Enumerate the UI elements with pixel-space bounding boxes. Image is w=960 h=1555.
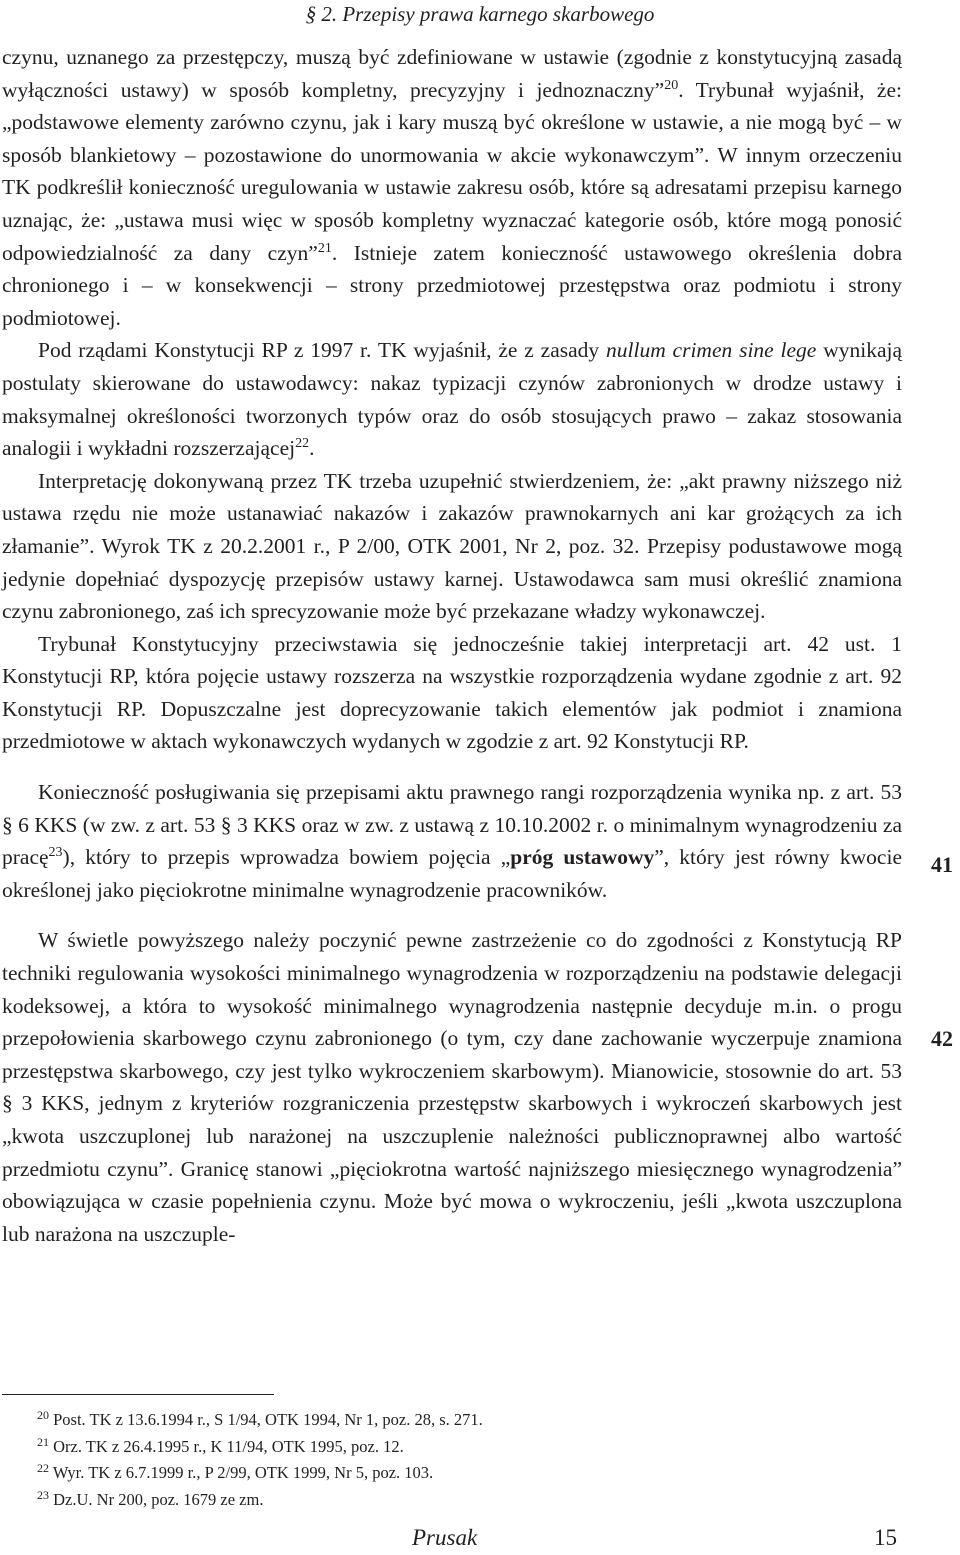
- header-title: § 2. Przepisy prawa karnego skarbowego: [305, 2, 655, 26]
- text-run: W świetle powyższego należy poczynić pewne zastrzeżenie co do zgodności z Konstytucją RP techniki regulowania wysokości minimalnego wynagrodzenia w rozporządzeniu na podstawie delegacji kodeksowej, a która to wysokość minimalnego wynagrodzenia następnie decyduje m.in. o progu przepołowienia skarbowego czynu zabronionego (o tym, czy dane zachowanie wyczerpuje znamiona przestępstwa skarbowego, czy jest tylko wykroczeniem skarbowym). Mianowicie, stosownie do art. 53 § 3 KKS, jednym z kryteriów rozgraniczenia przestępstw skarbowych i wykroczeń skarbowych jest „kwota uszczuplonej lub narażonej na uszczuplenie należności publicznoprawnej albo wartość przedmiotu czynu”. Granicę stanowi „pięciokrotna wartość najniższego miesięcznego wynagrodzenia” obowiązująca w czasie popełnienia czynu. Może być mowa o wykroczeniu, jeśli „kwota uszczuplona lub narażona na uszczuple-: [2, 928, 902, 1246]
- paragraph: [2, 465, 902, 628]
- footnote-number: 20: [37, 1408, 49, 1422]
- running-header: [0, 2, 960, 27]
- footnote-divider: [2, 1394, 274, 1395]
- footnote-ref: 20: [664, 77, 679, 93]
- footer-author: Prusak: [412, 1525, 478, 1550]
- paragraph: [2, 41, 902, 334]
- text-run: . Trybunał wyjaśnił, że: „podstawowe elementy zarówno czynu, jak i kary muszą być określone w ustawie, a nie mogą być – w sposób blankietowy – pozostawione do unormowania w akcie wykonawczym”. W innym orzeczeniu TK podkreślił konieczność uregulowania w ustawie zakresu osób, które są adresatami przepisu karnego uznając, że: „ustawa musi więc w sposób kompletny wyznaczać kategorie osób, które mogą ponosić odpowiedzialność za dany czyn”: [2, 77, 902, 265]
- footnote-text: Dz.U. Nr 200, poz. 1679 ze zm.: [53, 1489, 264, 1509]
- main-text: [2, 41, 902, 1250]
- footnote-text: Wyr. TK z 6.7.1999 r., P 2/99, OTK 1999, Nr 5, poz. 103.: [52, 1463, 434, 1482]
- text-run: Interpretację dokonywaną przez TK trzeba uzupełnić stwierdzeniem, że: „akt prawny niższego niż ustawa rzędu nie może ustanawiać nakazów i zakazów prawnokarnych ani kar grożących za ich złamanie”. Wyrok TK z 20.2.2001 r., P 2/00, OTK 2001, Nr 2, poz. 32. Przepisy podustawowe mogą jedynie dopełniać dyspozycję przepisów ustawy karnej. Ustawodawca sam musi określić znamiona czynu zabronionego, zaś ich sprecyzowanie może być przekazane władzy wykonawczej.: [2, 468, 902, 624]
- margin-number-42: 42: [931, 1026, 953, 1051]
- italic-phrase: nullum crimen sine lege: [606, 338, 817, 363]
- footnote-ref: 21: [317, 240, 332, 256]
- page-number: 15: [874, 1525, 897, 1550]
- footnote-number: 22: [37, 1461, 49, 1475]
- footnote: [37, 1434, 483, 1461]
- margin-number-41: 41: [931, 852, 953, 877]
- paragraph: [2, 334, 902, 464]
- footnote-text: Orz. TK z 26.4.1995 r., K 11/94, OTK 1995, poz. 12.: [53, 1436, 404, 1456]
- footnote: [37, 1460, 483, 1487]
- bold-term: próg ustawowy: [510, 845, 655, 870]
- text-run: .: [309, 436, 315, 461]
- footnote-text: Post. TK z 13.6.1994 r., S 1/94, OTK 1994, Nr 1, poz. 28, s. 271.: [53, 1410, 483, 1429]
- text-run: Trybunał Konstytucyjny przeciwstawia się jednocześnie takiej interpretacji art. 42 ust. 1 Konstytucji RP, która pojęcie ustawy rozszerza na wszystkie rozporządzenia wydane zgodnie z art. 92 Konstytucji RP. Dopuszczalne jest doprecyzowanie takich elementów jak podmiot i znamiona przedmiotowe w aktach wykonawczych wydanych w zgodzie z art. 92 Konstytucji RP.: [2, 631, 902, 754]
- footnotes: [37, 1407, 483, 1513]
- text-run: czynu, uznanego za przestępczy, muszą być zdefiniowane w ustawie (zgodnie z konstytucyjną zasadą wyłączności ustawy) w sposób kompletny, precyzyjny i jednoznaczny”: [2, 45, 902, 102]
- paragraph: [2, 628, 902, 758]
- text-run: Konieczność posługiwania się przepisami aktu prawnego rangi rozporządzenia wynika np. z art. 53 § 6 KKS (w zw. z art. 53 § 3 KKS oraz w zw. z ustawą z 10.10.2002 r. o minimalnym wynagrodzeniu za pracę: [2, 780, 902, 870]
- footnote-ref: 23: [48, 845, 63, 861]
- text-run: . Istnieje zatem konieczność ustawowego określenia dobra chronionego i – w konsekwencji – strony przedmiotowej przestępstwa oraz podmiotu i strony podmiotowej.: [2, 240, 903, 330]
- footnote-number: 21: [37, 1434, 49, 1449]
- paragraph: [2, 776, 902, 906]
- footnote-ref: 22: [295, 436, 310, 452]
- footnote: [37, 1407, 483, 1434]
- footnote-number: 23: [37, 1487, 49, 1502]
- paragraph-gap: [2, 758, 902, 776]
- text-run: ”, który jest równy kwocie określonej jako pięciokrotne minimalne wynagrodzenie pracowników.: [2, 845, 902, 902]
- text-run: Pod rządami Konstytucji RP z 1997 r. TK wyjaśnił, że z zasady: [38, 338, 606, 363]
- footnote: [37, 1487, 483, 1514]
- text-run: wynikają postulaty skierowane do ustawodawcy: nakaz typizacji czynów zabronionych w drodze ustawy i maksymalnej określoności tworzonych typów oraz do osób stosujących prawo – zakaz stosowania analogii i wykładni rozszerzającej: [2, 338, 902, 461]
- paragraph-gap: [2, 906, 902, 924]
- paragraph: [2, 924, 902, 1250]
- text-run: ), który to przepis wprowadza bowiem pojęcia „: [62, 845, 511, 870]
